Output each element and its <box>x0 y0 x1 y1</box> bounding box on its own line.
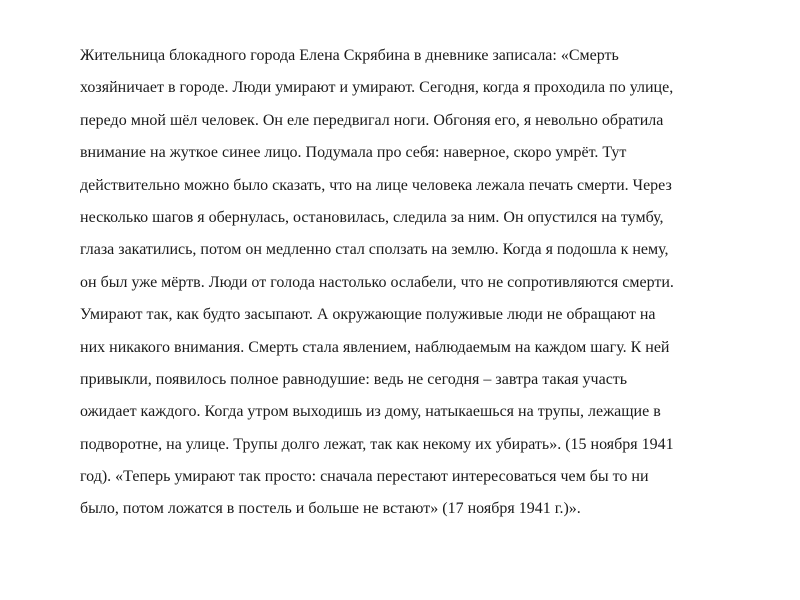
text-line-1: Жительница блокадного города Елена Скрябина в дневнике записала: «Смерть <box>80 47 619 64</box>
text-line-11: привыкли, появилось полное равнодушие: ведь не сегодня – завтра такая участь <box>80 370 628 388</box>
text-line-3: передо мной шёл человек. Он еле передвигал ноги. Обгоняя его, я невольно обратила <box>80 111 664 129</box>
text-line-12: ожидает каждого. Когда утром выходишь из дому, натыкаешься на трупы, лежащие в <box>80 403 661 421</box>
text-line-6: несколько шагов я обернулась, остановилась, следила за ним. Он опустился на тумбу, <box>80 208 664 226</box>
text-line-9: Умирают так, как будто засыпают. А окружающие полуживые люди не обращают на <box>80 306 656 324</box>
text-line-13: подворотне, на улице. Трупы долго лежат, так как некому их убирать». (15 ноября 1941 <box>80 435 674 453</box>
quote-paragraph <box>80 40 780 526</box>
text-line-8: он был уже мёртв. Люди от голода настолько ослабели, что не сопротивляются смерти. <box>80 273 674 291</box>
text-line-4: внимание на жуткое синее лицо. Подумала про себя: наверное, скоро умрёт. Тут <box>80 144 627 162</box>
text-line-10: них никакого внимания. Смерть стала явлением, наблюдаемым на каждом шагу. К ней <box>80 338 670 356</box>
text-line-14: год). «Теперь умирают так просто: сначала перестают интересоваться чем бы то ни <box>80 468 649 486</box>
text-line-7: глаза закатились, потом он медленно стал сползать на землю. Когда я подошла к нему, <box>80 241 669 259</box>
text-line-5: действительно можно было сказать, что на лице человека лежала печать смерти. Через <box>80 176 672 194</box>
text-line-2: хозяйничает в городе. Люди умирают и умирают. Сегодня, когда я проходила по улице, <box>80 79 674 97</box>
text-line-15: было, потом ложатся в постель и больше не встают» (17 ноября 1941 г.)». <box>80 500 581 518</box>
